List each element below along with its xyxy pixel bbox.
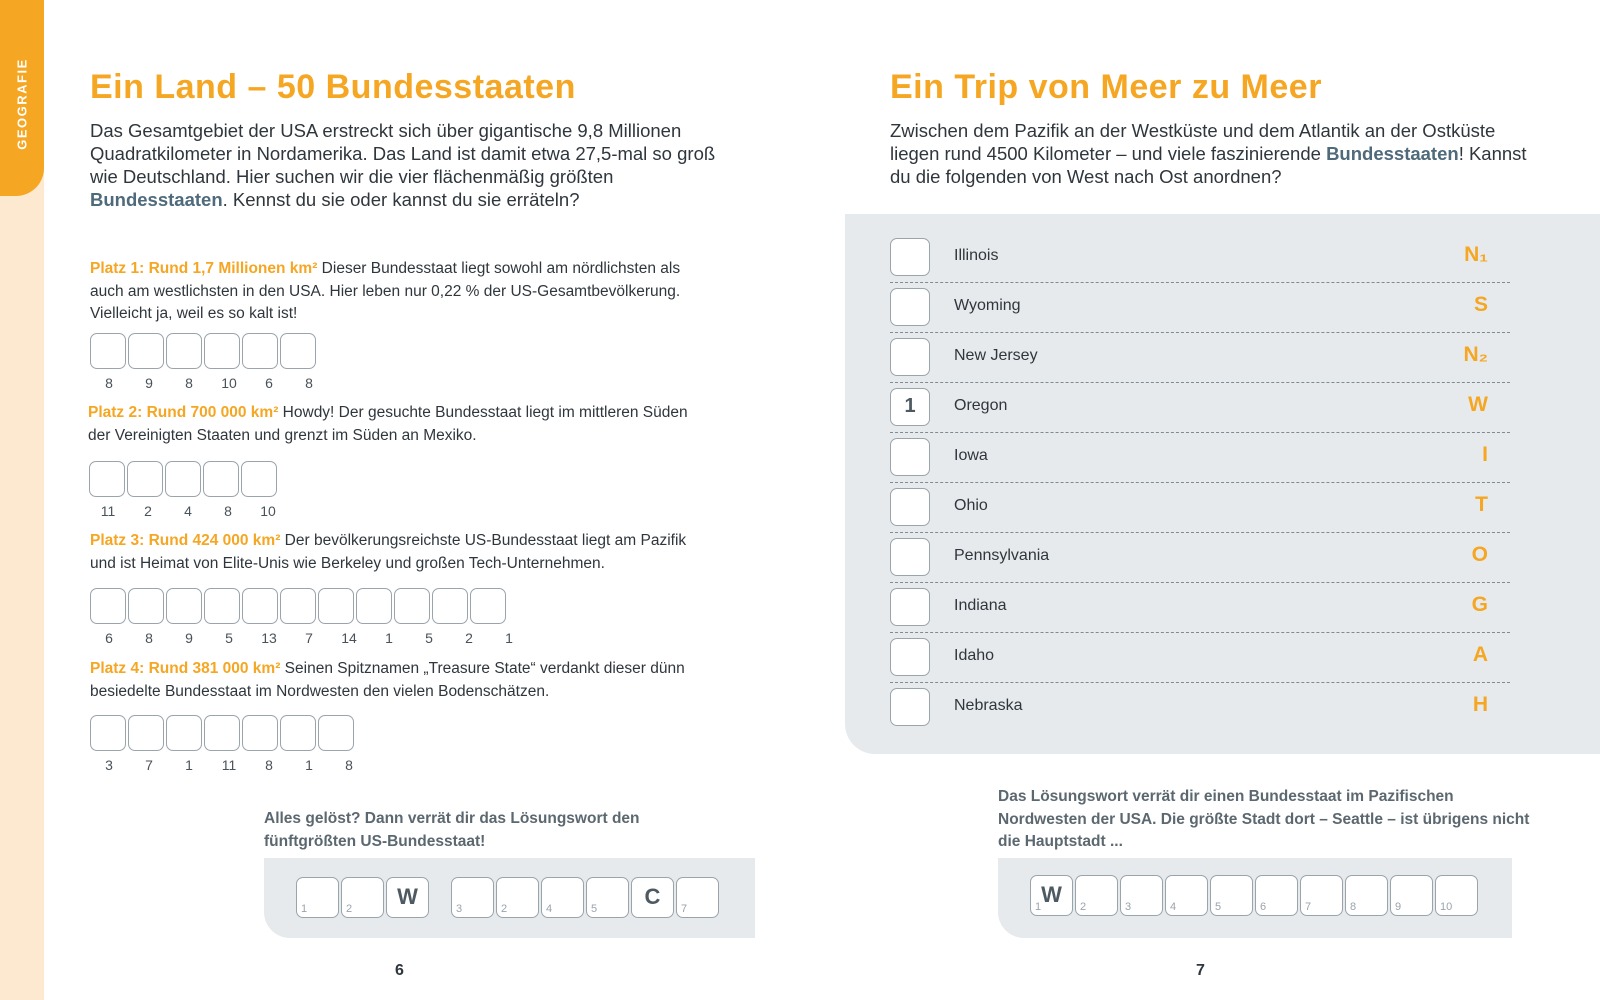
letter-box[interactable] <box>280 588 316 624</box>
letter-code: 8 <box>345 757 353 773</box>
order-box[interactable] <box>890 438 930 476</box>
solution-box[interactable] <box>1075 875 1118 916</box>
clue-1-numbers <box>90 375 328 391</box>
state-letter: W <box>1468 393 1488 416</box>
solution-index: 10 <box>1440 901 1453 913</box>
clue-3-answer <box>90 588 528 646</box>
letter-box[interactable] <box>356 588 392 624</box>
state-letter: H <box>1472 693 1488 716</box>
order-box[interactable] <box>890 538 930 576</box>
letter-box[interactable] <box>90 333 126 369</box>
state-letter: N₂ <box>1463 343 1488 366</box>
clue-3-label: Platz 3: Rund 424 000 km² <box>90 532 281 549</box>
letter-box[interactable] <box>166 333 202 369</box>
letter-box[interactable] <box>280 333 316 369</box>
state-name: Idaho <box>954 647 995 664</box>
solution-index: 2 <box>346 903 353 915</box>
solution-box[interactable] <box>1030 875 1073 916</box>
solution-box[interactable] <box>1435 875 1478 916</box>
solution-box[interactable] <box>586 877 629 918</box>
solution-box[interactable] <box>386 877 429 918</box>
state-name: Oregon <box>954 397 1008 414</box>
clue-2: Platz 2: Rund 700 000 km² Howdy! Der gesuchte Bundesstaat liegt im mittleren Süden der Vereinigten Staaten und grenzt im Süden an Mexiko. <box>88 404 688 444</box>
left-solution-group-1 <box>296 877 429 918</box>
solution-box[interactable] <box>1165 875 1208 916</box>
state-row <box>890 233 1510 283</box>
letter-box[interactable] <box>242 588 278 624</box>
state-letter: O <box>1471 543 1488 566</box>
solution-index: 3 <box>456 903 463 915</box>
letter-code: 1 <box>385 630 393 646</box>
order-box[interactable] <box>890 488 930 526</box>
letter-code: 6 <box>105 630 113 646</box>
letter-code: 1 <box>505 630 513 646</box>
letter-box[interactable] <box>318 588 354 624</box>
letter-box[interactable] <box>90 588 126 624</box>
letter-box[interactable] <box>318 715 354 751</box>
solution-box[interactable] <box>676 877 719 918</box>
letter-box[interactable] <box>241 461 277 497</box>
clue-1-label: Platz 1: Rund 1,7 Millionen km² <box>90 260 318 277</box>
letter-code: 14 <box>341 630 357 646</box>
solution-box[interactable] <box>631 877 674 918</box>
letter-code: 5 <box>425 630 433 646</box>
state-name: Illinois <box>954 247 999 264</box>
letter-box[interactable] <box>204 333 240 369</box>
letter-box[interactable] <box>470 588 506 624</box>
letter-code: 7 <box>145 757 153 773</box>
solution-letter: W <box>397 884 418 909</box>
solution-index: 5 <box>591 903 598 915</box>
letter-code: 10 <box>221 375 237 391</box>
state-name: Indiana <box>954 597 1007 614</box>
solution-box[interactable] <box>296 877 339 918</box>
letter-box[interactable] <box>242 715 278 751</box>
order-box[interactable] <box>890 238 930 276</box>
state-row <box>890 383 1510 433</box>
solution-box[interactable] <box>1390 875 1433 916</box>
order-box[interactable] <box>890 288 930 326</box>
letter-code: 11 <box>100 503 116 519</box>
clue-2-numbers <box>89 503 287 519</box>
clue-3-boxes <box>90 588 528 624</box>
letter-code: 7 <box>305 630 313 646</box>
solution-index: 7 <box>1305 901 1312 913</box>
clue-4: Platz 4: Rund 381 000 km² Seinen Spitznamen „Treasure State“ verdankt dieser dünn besiedelte Bundesstaat im Nordwesten den vielen Bodenschätzen. <box>90 660 685 700</box>
right-solution-text: Das Lösungswort verrät dir einen Bundesstaat im Pazifischen Nordwesten der USA. Die größte Stadt dort – Seattle – ist übrigens nicht die Hauptstadt ... <box>998 788 1530 850</box>
letter-box[interactable] <box>242 333 278 369</box>
solution-index: 8 <box>1350 901 1357 913</box>
solution-index: 3 <box>1125 901 1132 913</box>
clue-1-answer <box>90 333 328 391</box>
solution-index: 1 <box>301 903 308 915</box>
state-name: Iowa <box>954 447 988 464</box>
letter-box[interactable] <box>127 461 163 497</box>
left-page-title: Ein Land – 50 Bundesstaaten <box>90 68 576 106</box>
right-page-number: 7 <box>1196 962 1205 979</box>
state-letter: S <box>1473 293 1488 316</box>
clue-4-answer <box>90 715 368 773</box>
solution-box[interactable] <box>1120 875 1163 916</box>
solution-box[interactable] <box>1255 875 1298 916</box>
clue-4-boxes <box>90 715 368 751</box>
right-page-title: Ein Trip von Meer zu Meer <box>890 68 1322 106</box>
solution-box[interactable] <box>1345 875 1388 916</box>
clue-3-numbers <box>90 630 528 646</box>
letter-box[interactable] <box>280 715 316 751</box>
solution-box[interactable] <box>541 877 584 918</box>
solution-index: 9 <box>1395 901 1402 913</box>
state-letter: I <box>1482 443 1488 466</box>
solution-box[interactable] <box>1210 875 1253 916</box>
letter-box[interactable] <box>128 333 164 369</box>
order-box[interactable] <box>890 588 930 626</box>
state-letter: N₁ <box>1464 243 1488 266</box>
letter-code: 2 <box>465 630 473 646</box>
letter-box[interactable] <box>166 588 202 624</box>
letter-code: 4 <box>184 503 192 519</box>
solution-index: 4 <box>1170 901 1177 913</box>
clue-4-label: Platz 4: Rund 381 000 km² <box>90 660 281 677</box>
state-letter: A <box>1472 643 1488 666</box>
clue-2-label: Platz 2: Rund 700 000 km² <box>88 404 279 421</box>
letter-code: 8 <box>224 503 232 519</box>
solution-index: 5 <box>1215 901 1222 913</box>
state-row <box>890 433 1510 483</box>
letter-code: 8 <box>105 375 113 391</box>
right-intro-highlight: Bundesstaaten <box>1326 143 1459 164</box>
solution-box[interactable] <box>496 877 539 918</box>
solution-box[interactable] <box>1300 875 1343 916</box>
letter-code: 13 <box>261 630 277 646</box>
right-solution-boxes <box>1030 875 1478 916</box>
solution-letter: W <box>1041 882 1062 907</box>
letter-code: 10 <box>260 503 276 519</box>
letter-box[interactable] <box>128 715 164 751</box>
letter-code: 3 <box>105 757 113 773</box>
letter-box[interactable] <box>204 588 240 624</box>
solution-index: 4 <box>546 903 553 915</box>
left-solution-text: Alles gelöst? Dann verrät dir das Lösungswort den fünftgrößten US-Bundesstaat! <box>264 810 640 850</box>
state-name: Nebraska <box>954 697 1023 714</box>
solution-index: 1 <box>1035 901 1042 913</box>
letter-code: 6 <box>265 375 273 391</box>
letter-code: 8 <box>145 630 153 646</box>
left-page-number: 6 <box>395 962 404 979</box>
letter-box[interactable] <box>165 461 201 497</box>
letter-box[interactable] <box>90 715 126 751</box>
letter-code: 8 <box>185 375 193 391</box>
letter-box[interactable] <box>128 588 164 624</box>
order-box[interactable] <box>890 638 930 676</box>
letter-box[interactable] <box>89 461 125 497</box>
letter-code: 9 <box>145 375 153 391</box>
clue-1: Platz 1: Rund 1,7 Millionen km² Dieser Bundesstaat liegt sowohl am nördlichsten als auch am westlichsten in den USA. Hier leben nur 0,22 % der US-Gesamtbevölkerung. Vielleicht ja, weil es so kalt ist! <box>90 260 681 322</box>
state-name: Ohio <box>954 497 988 514</box>
state-row <box>890 333 1510 383</box>
left-intro: Das Gesamtgebiet der USA erstreckt sich über gigantische 9,8 Millionen Quadratkilometer in Nordamerika. Das Land ist damit etwa 27,5-mal so groß wie Deutschland. Hier suchen wir die vier flächenmäßig größten Bundesstaaten. Kennst du sie oder kannst du sie erräteln? <box>90 120 716 210</box>
state-name: Pennsylvania <box>954 547 1050 564</box>
solution-index: 6 <box>1260 901 1267 913</box>
letter-box[interactable] <box>203 461 239 497</box>
state-name: Wyoming <box>954 297 1021 314</box>
letter-code: 5 <box>225 630 233 646</box>
solution-box[interactable] <box>451 877 494 918</box>
state-row <box>890 583 1510 633</box>
state-name: New Jersey <box>954 347 1038 364</box>
right-intro: Zwischen dem Pazifik an der Westküste und dem Atlantik an der Ostküste liegen rund 4500 Kilometer – und viele faszinierende Bundesstaaten! Kannst du die folgenden von West nach Ost anordnen? <box>890 120 1527 187</box>
letter-code: 9 <box>185 630 193 646</box>
solution-index: 7 <box>681 903 688 915</box>
section-label: GEOGRAFIE <box>14 58 30 150</box>
letter-box[interactable] <box>394 588 430 624</box>
letter-code: 11 <box>221 757 237 773</box>
order-box[interactable] <box>890 688 930 726</box>
order-box[interactable]: 1 <box>890 388 930 426</box>
state-row <box>890 683 1510 733</box>
state-row <box>890 283 1510 333</box>
solution-letter: C <box>644 884 661 909</box>
left-intro-highlight: Bundesstaaten <box>90 189 223 210</box>
letter-box[interactable] <box>204 715 240 751</box>
order-box[interactable] <box>890 338 930 376</box>
letter-code: 1 <box>305 757 313 773</box>
left-solution-group-2 <box>451 877 719 918</box>
clue-3: Platz 3: Rund 424 000 km² Der bevölkerungsreichste US-Bundesstaat liegt am Pazifik und ist Heimat von Elite-Unis wie Berkeley und großen Tech-Unternehmen. <box>90 532 687 572</box>
letter-code: 2 <box>144 503 152 519</box>
solution-index: 2 <box>501 903 508 915</box>
clue-2-answer <box>89 461 287 519</box>
letter-box[interactable] <box>166 715 202 751</box>
state-letter: T <box>1475 493 1488 516</box>
state-row <box>890 483 1510 533</box>
letter-box[interactable] <box>432 588 468 624</box>
letter-code: 1 <box>185 757 193 773</box>
solution-box[interactable] <box>341 877 384 918</box>
clue-2-boxes <box>89 461 287 497</box>
letter-code: 8 <box>305 375 313 391</box>
letter-code: 8 <box>265 757 273 773</box>
solution-index: 2 <box>1080 901 1087 913</box>
state-row <box>890 633 1510 683</box>
state-row <box>890 533 1510 583</box>
state-letter: G <box>1471 593 1488 616</box>
clue-4-numbers <box>90 757 368 773</box>
clue-1-boxes <box>90 333 328 369</box>
